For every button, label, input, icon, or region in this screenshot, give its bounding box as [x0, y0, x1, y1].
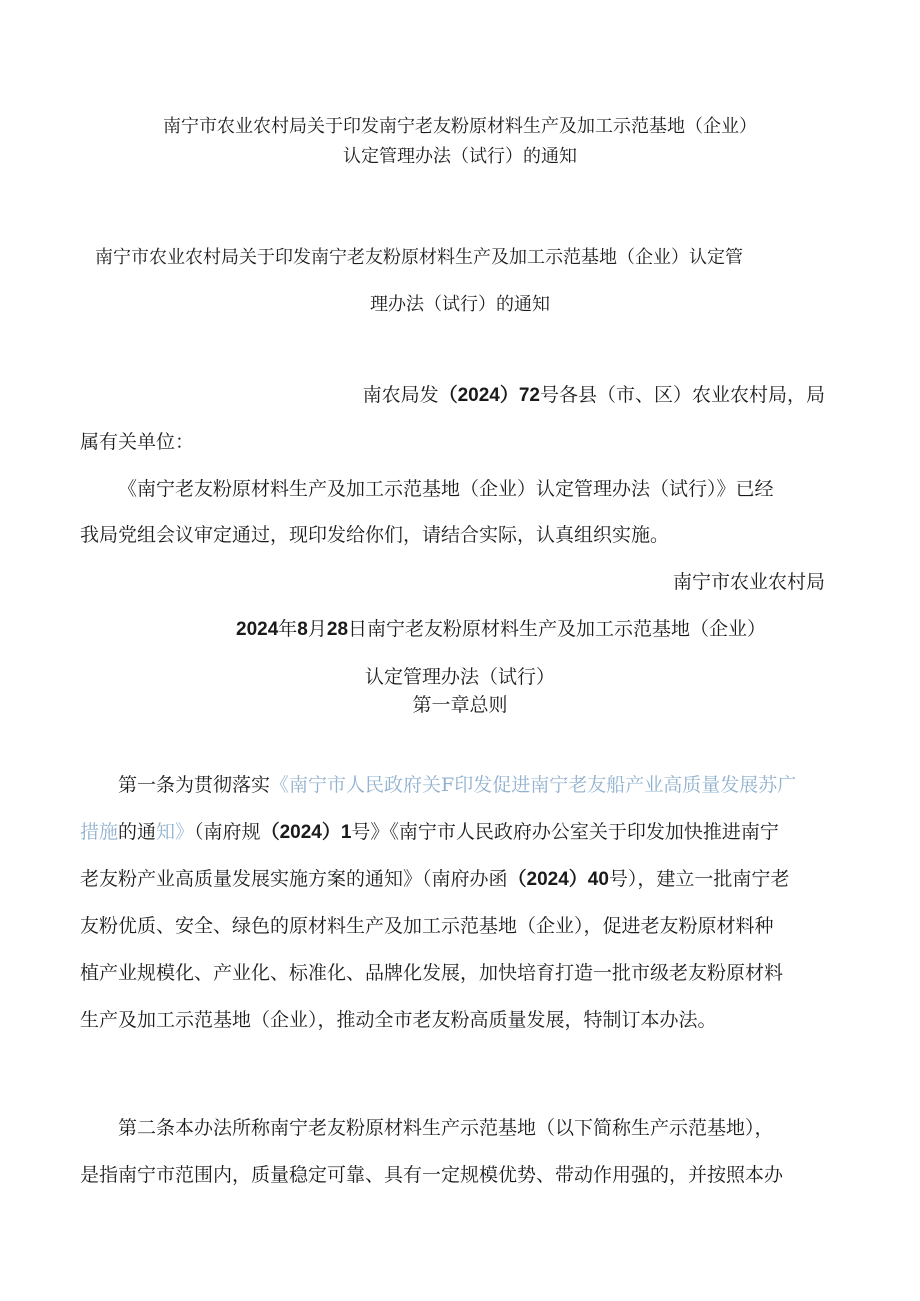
article1-line4: 友粉优质、安全、绿色的原材料生产及加工示范基地（企业），促进老友粉原材料种 [80, 915, 774, 937]
article2-line1: 第二条本办法所称南宁老友粉原材料生产示范基地（以下简称生产示范基地）， [118, 1117, 774, 1139]
doc-title-line1: 南宁市农业农村局关于印发南宁老友粉原材料生产及加工示范基地（企业）认定管 [95, 247, 743, 268]
policy-link[interactable]: 《南宁市人民政府关F印发促进南宁老友船产业高质量发展苏广 [270, 774, 797, 796]
date-day: 28 [326, 619, 349, 640]
article1-line6: 生产及加工示范基地（企业），推动全市老友粉高质量发展，特制订本办法。 [80, 1009, 717, 1031]
header-title-line1: 南宁市农业农村局关于印发南宁老友粉原材料生产及加工示范基地（企业） [163, 116, 757, 137]
issue-line [363, 383, 825, 408]
article1-line1 [118, 773, 796, 797]
article2-line2: 是指南宁市范围内，质量稳定可靠、具有一定规模优势、带动作用强的，并按照本办 [80, 1164, 784, 1186]
date-month: 8 [297, 619, 308, 640]
doc-number: （2024）1 [260, 822, 352, 843]
signature-date [236, 617, 766, 642]
date-rest: 日南宁老友粉原材料生产及加工示范基地（企业） [348, 618, 767, 640]
article1-line5: 植产业规模化、产业化、标准化、品牌化发展，加快培育打造一批市级老友粉原材料 [80, 962, 784, 984]
article1-text: 的通 [118, 821, 157, 843]
chapter-heading: 第一章总则 [412, 694, 508, 716]
body-para1-line2: 我局党组会议审定通过，现印发给你们，请结合实际，认真组织实施。 [80, 524, 670, 546]
date-year: 2024 [236, 619, 279, 640]
header-title-line2: 认定管理办法（试行）的通知 [343, 146, 577, 167]
policy-link-cont[interactable]: 措施 [80, 821, 119, 843]
issue-prefix: 南农局发 [362, 384, 439, 406]
doc-number: （2024）40 [507, 869, 609, 890]
issue-suffix: 号各县（市、区）农业农村局，局 [539, 384, 825, 406]
policy-link-end[interactable]: 知》 [156, 821, 195, 843]
issue-number: （2024）72 [438, 385, 540, 406]
signature-org: 南宁市农业农村局 [672, 571, 825, 593]
article1-text: 号》《南宁市人民政府办公室关于印发加快推进南宁 [351, 821, 779, 843]
attachment-title: 认定管理办法（试行） [364, 666, 555, 688]
date-month-char: 月 [307, 618, 327, 640]
article1-text: 号），建立一批南宁老 [608, 868, 790, 890]
body-para1-line1: 《南宁老友粉原材料生产及加工示范基地（企业）认定管理办法（试行）》已经 [118, 478, 774, 500]
article1-line3 [80, 867, 789, 892]
article1-text: 老友粉产业高质量发展实施方案的通知》（南府办函 [80, 868, 508, 890]
article1-text: （南府规 [194, 821, 261, 843]
doc-title-line2: 理办法（试行）的通知 [370, 294, 550, 315]
article1-intro: 第一条为贯彻落实 [118, 774, 271, 796]
date-year-char: 年 [278, 618, 298, 640]
issue-continuation: 属有关单位： [80, 431, 195, 453]
article1-line2 [80, 820, 779, 845]
